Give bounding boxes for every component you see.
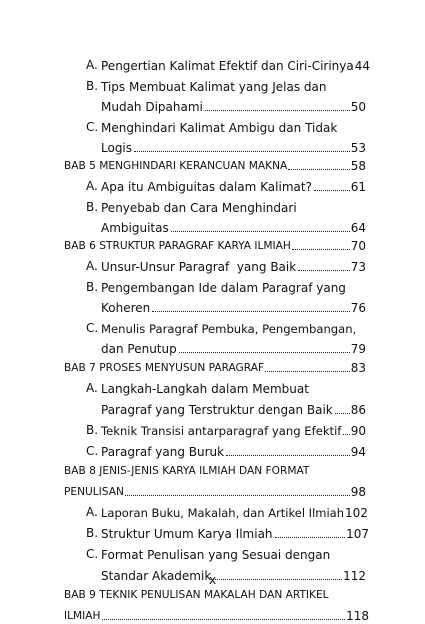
- toc-entry-page: 61: [350, 180, 366, 194]
- toc-entry[interactable]: [101, 501, 369, 521]
- toc-entry-label: B.: [86, 79, 99, 93]
- leader-dots: [298, 270, 350, 271]
- toc-entry-page: 118: [346, 609, 369, 623]
- toc-chapter-title: BAB 6 STRUKTUR PARAGRAF KARYA ILMIAH: [64, 240, 291, 252]
- leader-dots: [265, 371, 350, 372]
- toc-chapter-continuation[interactable]: [64, 480, 366, 500]
- toc-entry-label: B.: [86, 200, 99, 214]
- toc-entry-label: C.: [86, 120, 99, 134]
- leader-dots: [134, 151, 350, 152]
- toc-entry-title-cont: Standar Akademik: [101, 569, 212, 583]
- toc-entry[interactable]: [101, 116, 366, 136]
- toc-entry-title: Tips Membuat Kalimat yang Jelas dan: [101, 80, 327, 94]
- toc-entry-label: C.: [86, 321, 99, 335]
- toc-entry-page: 83: [350, 361, 366, 375]
- toc-entry[interactable]: [101, 419, 366, 439]
- toc-entry[interactable]: [101, 377, 366, 397]
- toc-chapter[interactable]: [64, 154, 366, 174]
- leader-dots: [335, 413, 350, 414]
- toc-chapter-continuation[interactable]: [64, 604, 369, 624]
- toc-entry-label: A.: [86, 259, 98, 273]
- toc-entry-page: 98: [350, 485, 366, 499]
- toc-entry-page: 76: [350, 301, 366, 315]
- toc-entry-label: A.: [86, 381, 98, 395]
- toc-entry-title: Langkah-Langkah dalam Membuat: [101, 382, 309, 396]
- toc-entry-title: Format Penulisan yang Sesuai dengan: [101, 548, 331, 562]
- toc-entry[interactable]: [101, 317, 366, 337]
- leader-dots: [314, 190, 350, 191]
- toc-entry-label: B.: [86, 526, 99, 540]
- toc-entry-page: 107: [346, 527, 369, 541]
- leader-dots: [226, 455, 350, 456]
- leader-dots: [205, 110, 350, 111]
- toc-entry-page: 50: [350, 100, 366, 114]
- toc-chapter-title: BAB 8 JENIS-JENIS KARYA ILMIAH DAN FORMAT: [64, 465, 310, 477]
- toc-chapter[interactable]: [64, 459, 366, 479]
- toc-entry-label: C.: [86, 444, 99, 458]
- toc-entry-title-cont: dan Penutup: [101, 342, 177, 356]
- toc-entry[interactable]: [101, 440, 366, 460]
- leader-dots: [288, 169, 349, 170]
- toc-entry-label: A.: [86, 179, 98, 193]
- toc-entry-title: Paragraf yang Buruk: [101, 445, 225, 459]
- toc-entry-page: 94: [350, 445, 366, 459]
- toc-chapter-title-cont: ILMIAH: [64, 610, 101, 622]
- toc-entry-title: Struktur Umum Karya Ilmiah: [101, 527, 273, 541]
- toc-entry-label: B.: [86, 423, 99, 437]
- toc-entry[interactable]: [101, 255, 366, 275]
- toc-entry[interactable]: [101, 175, 366, 195]
- leader-dots: [102, 619, 346, 620]
- toc-entry-title: Pengertian Kalimat Efektif dan Ciri-Cirinya: [101, 59, 354, 73]
- toc-entry-continuation[interactable]: [101, 216, 366, 236]
- toc-entry-page: 53: [350, 141, 366, 155]
- toc-chapter[interactable]: [64, 234, 366, 254]
- toc-entry-label: A.: [86, 505, 98, 519]
- toc-entry-continuation[interactable]: [101, 398, 366, 418]
- toc-entry-page: 58: [350, 159, 366, 173]
- toc-entry[interactable]: [101, 75, 366, 95]
- leader-dots: [125, 495, 350, 496]
- toc-entry[interactable]: [101, 276, 366, 296]
- toc-entry-page: 73: [350, 260, 366, 274]
- toc-chapter-title: BAB 9 TEKNIK PENULISAN MAKALAH DAN ARTIKEL: [64, 589, 329, 601]
- toc-entry-continuation[interactable]: [101, 337, 366, 357]
- toc-chapter-title: BAB 7 PROSES MENYUSUN PARAGRAF: [64, 362, 265, 374]
- toc-entry[interactable]: [101, 543, 366, 563]
- leader-dots: [275, 537, 346, 538]
- toc-entry-label: A.: [86, 58, 98, 72]
- toc-entry-page: 90: [350, 424, 366, 438]
- toc-entry[interactable]: [101, 54, 371, 74]
- toc-entry-page: 112: [343, 569, 366, 583]
- toc-entry-title-cont: Logis: [101, 141, 133, 155]
- toc-entry-title-cont: Mudah Dipahami: [101, 100, 203, 114]
- toc-entry-page: 102: [345, 506, 368, 520]
- toc-entry-title: Unsur-Unsur Paragraf yang Baik: [101, 260, 297, 274]
- toc-entry-continuation[interactable]: [101, 136, 366, 156]
- toc-chapter[interactable]: [64, 356, 366, 376]
- page-number: x: [208, 573, 217, 587]
- toc-entry-title: Menghindari Kalimat Ambigu dan Tidak: [101, 121, 338, 135]
- toc-entry-title-cont: Ambiguitas: [101, 221, 169, 235]
- toc-entry-title: Pengembangan Ide dalam Paragraf yang: [101, 281, 346, 295]
- toc-entry-page: 79: [350, 342, 366, 356]
- toc-entry-title: Penyebab dan Cara Menghindari: [101, 201, 297, 215]
- toc-entry-page: 86: [350, 403, 366, 417]
- toc-entry-title: Teknik Transisi antarparagraf yang Efektif: [101, 424, 342, 438]
- toc-chapter-title-cont: PENULISAN: [64, 486, 124, 498]
- toc-entry-page: 44: [354, 59, 371, 73]
- toc-entry-title: Laporan Buku, Makalah, dan Artikel Ilmiah: [101, 506, 344, 520]
- toc-entry-title: Menulis Paragraf Pembuka, Pengembangan,: [101, 322, 357, 336]
- toc-entry-title: Apa itu Ambiguitas dalam Kalimat?: [101, 180, 312, 194]
- toc-entry-page: 70: [350, 239, 366, 253]
- toc-entry-title-cont: Paragraf yang Terstruktur dengan Baik: [101, 403, 333, 417]
- toc-entry-continuation[interactable]: [101, 95, 366, 115]
- toc-entry-label: C.: [86, 547, 99, 561]
- leader-dots: [152, 311, 349, 312]
- toc-entry[interactable]: [101, 196, 366, 216]
- leader-dots: [171, 231, 350, 232]
- leader-dots: [292, 249, 350, 250]
- toc-entry[interactable]: [101, 522, 369, 542]
- toc-entry-label: B.: [86, 280, 99, 294]
- toc-entry-title-cont: Koheren: [101, 301, 151, 315]
- toc-chapter-title: BAB 5 MENGHINDARI KERANCUAN MAKNA: [64, 160, 288, 172]
- leader-dots: [343, 434, 349, 435]
- toc-entry-page: 64: [350, 221, 366, 235]
- toc-entry-continuation[interactable]: [101, 296, 366, 316]
- leader-dots: [179, 352, 350, 353]
